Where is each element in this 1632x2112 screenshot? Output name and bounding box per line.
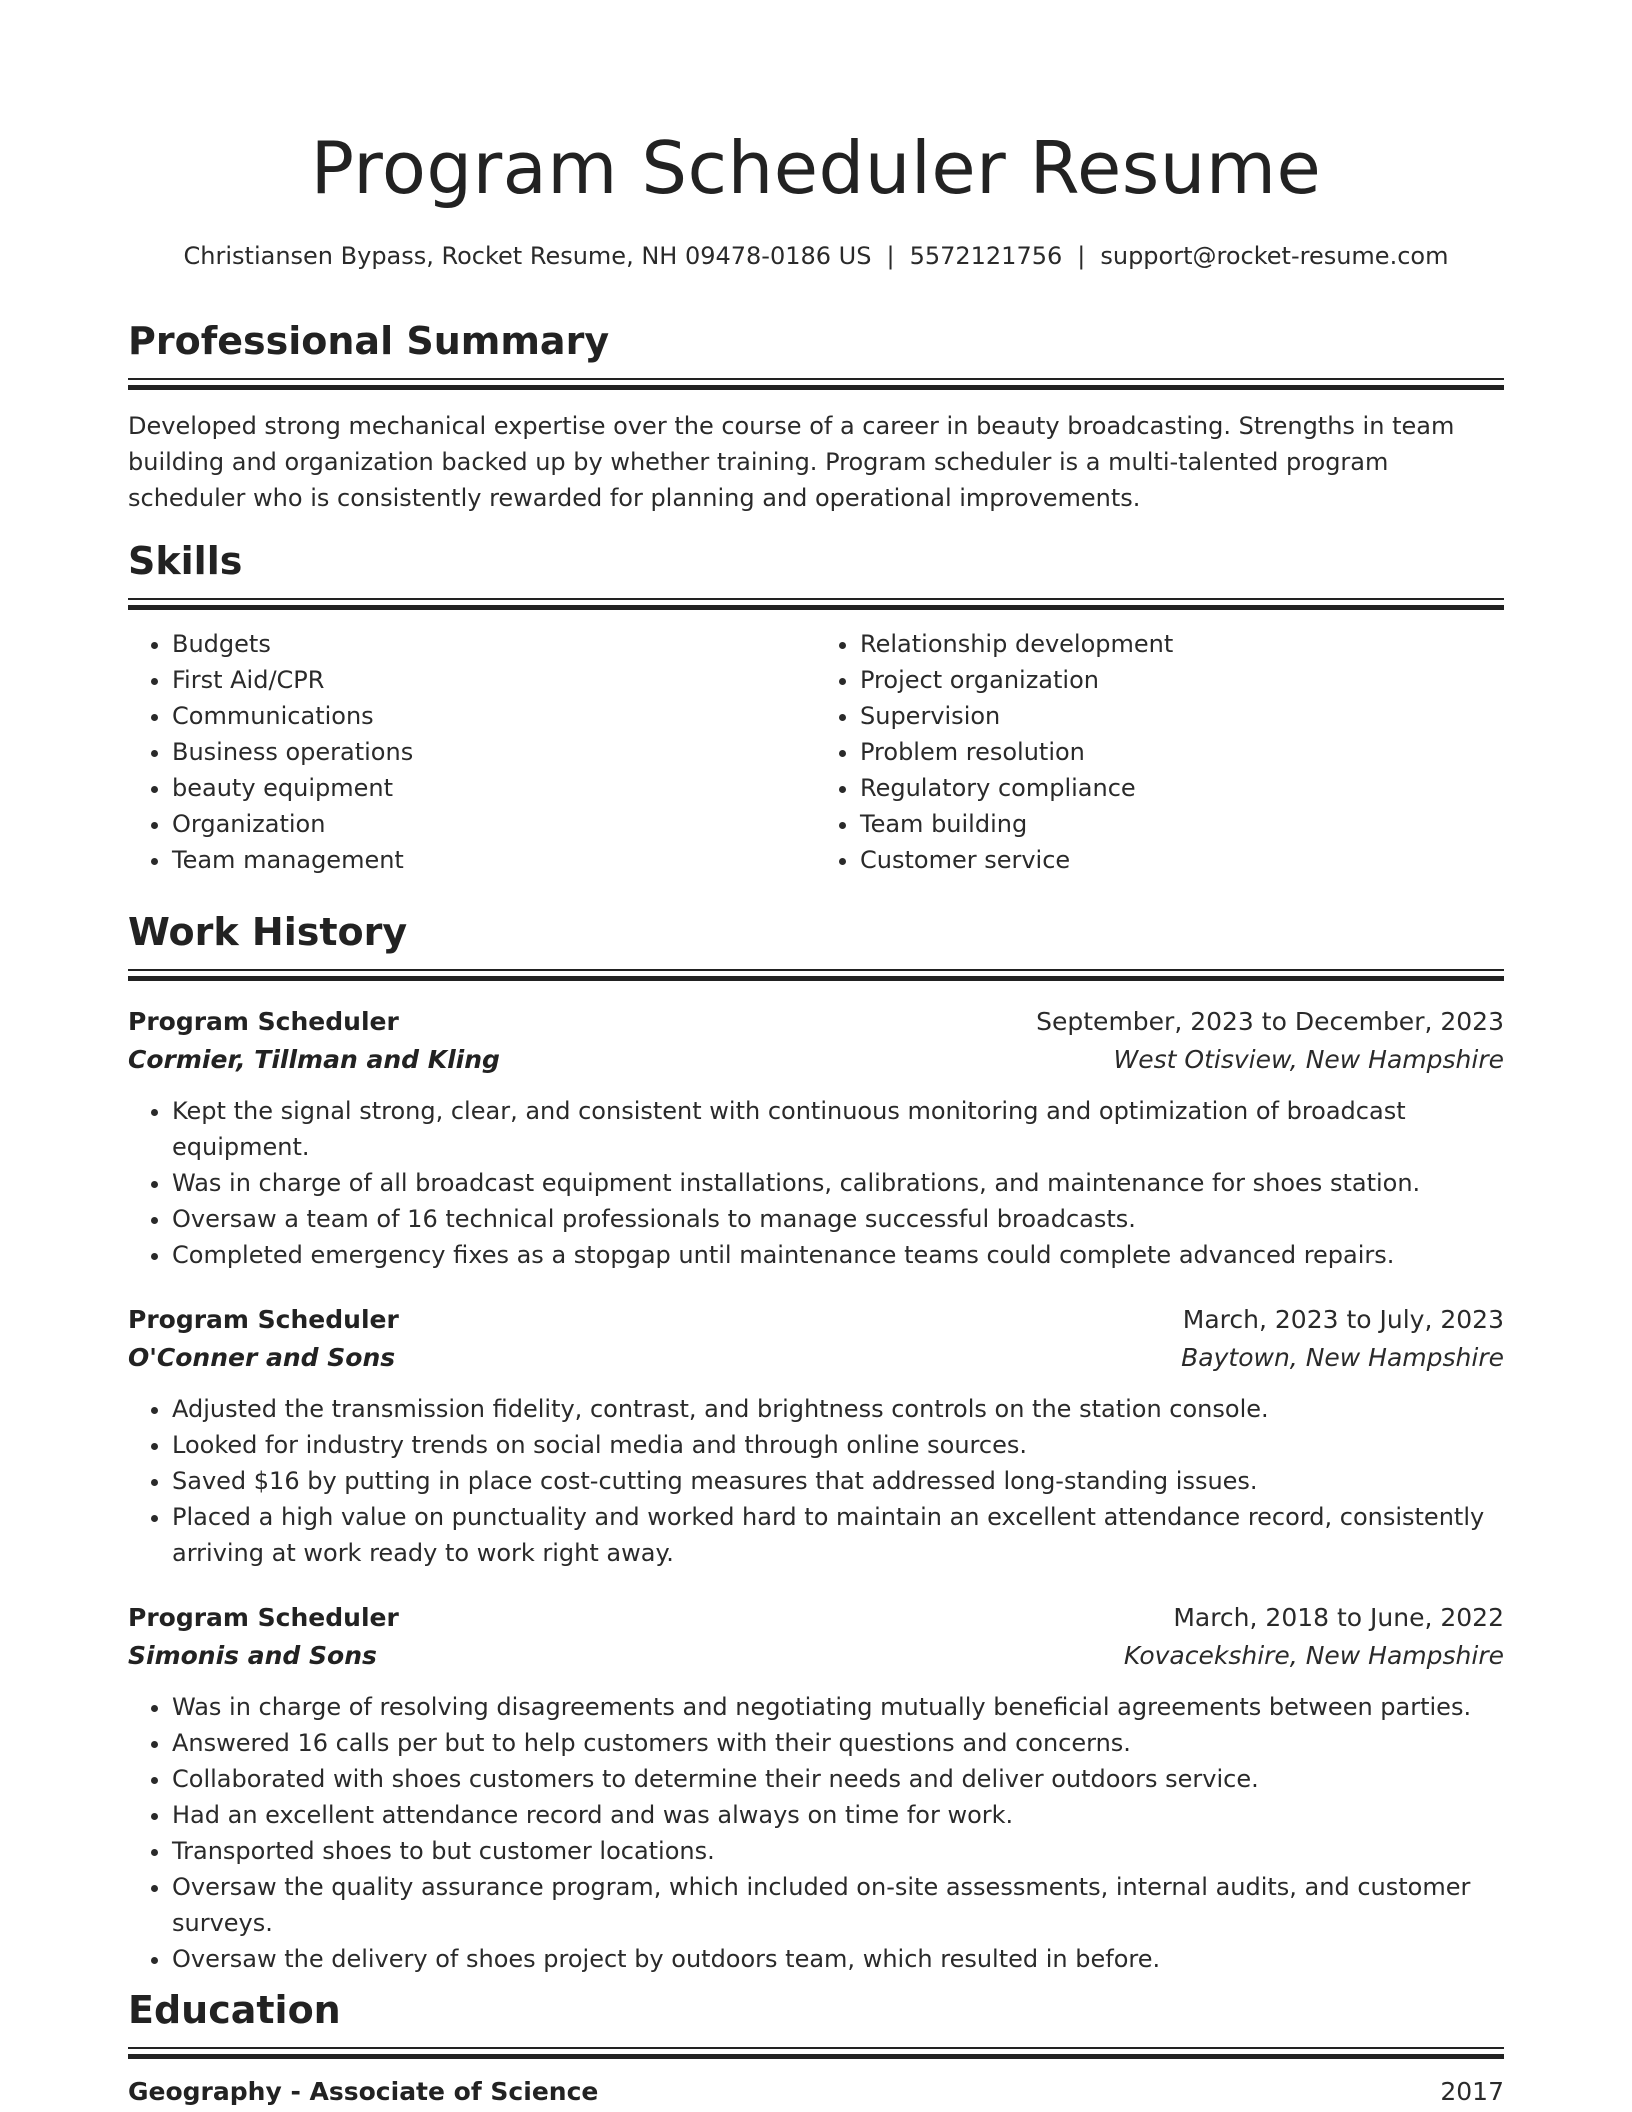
skill-item: • Customer service [860,842,1504,878]
skill-item: • First Aid/CPR [172,662,816,698]
job-entry [128,1301,1504,1571]
section-divider [128,969,1504,981]
job-entry [128,1599,1504,1977]
skill-item: • Business operations [172,734,816,770]
job-entry [128,1003,1504,1273]
skill-item: • Regulatory compliance [860,770,1504,806]
section-heading: Education [128,1988,341,2032]
job-bullet: • Was in charge of all broadcast equipment installations, calibrations, and maintenance for shoes station. [172,1165,1504,1201]
job-company: O'Conner and Sons [128,1343,396,1372]
contact-separator: | [886,242,895,270]
job-bullet: • Completed emergency fixes as a stopgap until maintenance teams could complete advanced repairs. [172,1237,1504,1273]
section-divider [128,598,1504,610]
job-bullet: • Saved $16 by putting in place cost-cutting measures that addressed long-standing issues. [172,1463,1504,1499]
contact-email[interactable]: support@rocket-resume.com [1100,242,1449,270]
job-bullet: • Adjusted the transmission fidelity, contrast, and brightness controls on the station console. [172,1391,1504,1427]
education-entry [128,2073,1504,2111]
work-history-section [128,907,1504,1977]
skill-item: • Communications [172,698,816,734]
contact-phone: 5572121756 [909,242,1063,270]
job-bullets [128,1093,1504,1273]
job-location: Kovacekshire, New Hampshire [1123,1641,1504,1670]
summary-text: Developed strong mechanical expertise over the course of a career in beauty broadcasting. Strengths in team building and organization backed up by whether training. Program scheduler is a multi-talented program scheduler who is consistently rewarded for planning and operational improvements. [128,412,1455,512]
skill-item: • Team management [172,842,816,878]
job-company: Simonis and Sons [128,1641,377,1670]
section-divider [128,378,1504,390]
job-location: Baytown, New Hampshire [1181,1343,1504,1372]
job-bullet: • Oversaw the delivery of shoes project by outdoors team, which resulted in before. [172,1941,1504,1977]
resume-title: Program Scheduler Resume [310,126,1322,210]
skill-item: • Organization [172,806,816,842]
job-bullet: • Oversaw a team of 16 technical professionals to manage successful broadcasts. [172,1201,1504,1237]
job-bullet: • Oversaw the quality assurance program, which included on-site assessments, internal audits, and customer surveys. [172,1869,1504,1941]
section-heading: Skills [128,539,243,583]
job-dates: September, 2023 to December, 2023 [1036,1007,1504,1036]
job-location: West Otisview, New Hampshire [1113,1045,1504,1074]
skills-columns [128,626,1504,878]
job-title: Program Scheduler [128,1305,399,1334]
job-title: Program Scheduler [128,1603,399,1632]
job-bullet: • Looked for industry trends on social media and through online sources. [172,1427,1504,1463]
job-bullet: • Was in charge of resolving disagreements and negotiating mutually beneficial agreements between parties. [172,1689,1504,1725]
section-divider [128,2047,1504,2059]
contact-line [0,238,1632,274]
contact-address: Christiansen Bypass, Rocket Resume, NH 09478-0186 US [183,242,872,270]
skill-item: • Project organization [860,662,1504,698]
job-bullets [128,1391,1504,1571]
job-dates: March, 2023 to July, 2023 [1182,1305,1504,1334]
skill-item: • Problem resolution [860,734,1504,770]
job-bullet: • Placed a high value on punctuality and worked hard to maintain an excellent attendance record, consistently arriving at work ready to work right away. [172,1499,1504,1571]
skill-item: • Relationship development [860,626,1504,662]
summary-section [128,316,1504,516]
skill-item: • beauty equipment [172,770,816,806]
skills-left-list [128,626,816,878]
job-bullet: • Transported shoes to but customer locations. [172,1833,1504,1869]
job-company: Cormier, Tillman and Kling [128,1045,500,1074]
skills-section [128,536,1504,878]
job-bullet: • Answered 16 calls per but to help customers with their questions and concerns. [172,1725,1504,1761]
skill-item: • Budgets [172,626,816,662]
section-heading: Professional Summary [128,319,610,363]
contact-separator: | [1077,242,1086,270]
job-bullet: • Collaborated with shoes customers to determine their needs and deliver outdoors service. [172,1761,1504,1797]
education-degree: Geography - Associate of Science [128,2077,599,2106]
job-bullets [128,1689,1504,1977]
skill-item: • Team building [860,806,1504,842]
skills-right-list [816,626,1504,878]
education-year: 2017 [1440,2077,1504,2106]
job-title: Program Scheduler [128,1007,399,1036]
section-heading: Work History [128,910,408,954]
education-section [128,1985,1504,2111]
job-bullet: • Had an excellent attendance record and was always on time for work. [172,1797,1504,1833]
skill-item: • Supervision [860,698,1504,734]
job-bullet: • Kept the signal strong, clear, and consistent with continuous monitoring and optimization of broadcast equipment. [172,1093,1504,1165]
job-dates: March, 2018 to June, 2022 [1173,1603,1504,1632]
